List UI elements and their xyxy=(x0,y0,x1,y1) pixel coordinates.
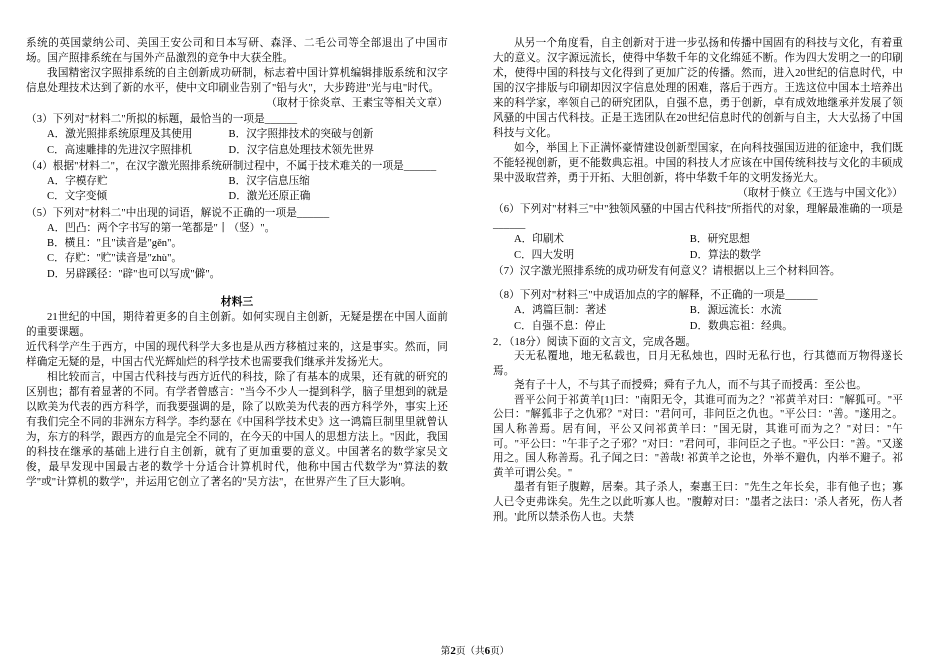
footer-middle: 页（共 xyxy=(455,646,485,657)
option-6-b[interactable]: B．研究思想 xyxy=(689,234,750,246)
paragraph-right-2: 如今，举国上下正满怀豪情建设创新型国家，在向科技强国迈进的征途中，我们既不能轻视创新，更不能数典忘祖。中国的科技人才应该在中国传统科技与文化的丰硕成果中汲取营养，勇于开拓、大胆创新，将中华数千年的文明发扬光大。 xyxy=(493,143,903,185)
question-6-options xyxy=(493,232,903,247)
source-attribution-right: （取材于倏立《王选与中国文化》） xyxy=(737,188,903,200)
question-6: （6）下列对"材料三"中"独领风骚的中国古代科技"所指代的对象，理解最准确的一项是______ xyxy=(493,204,903,231)
source-attribution-left: （取材于徐炎章、王素宝等相关文章） xyxy=(266,98,448,110)
right-column xyxy=(471,36,903,626)
option-5-a[interactable]: A．凹凸：两个字书写的第一笔都是"丨（竖）"。 xyxy=(47,222,276,234)
option-4-a[interactable]: A．字模存贮 xyxy=(47,175,108,187)
option-5-c[interactable]: C．存贮："贮"读音是"zhù"。 xyxy=(47,253,183,265)
classical-text-2: 尧有子十人，不与其子而授舜；舜有子九人，而不与其子而授禹：至公也。 xyxy=(514,380,867,392)
question-4-options xyxy=(26,174,448,189)
paragraph-m3-1: 21世纪的中国，期待着更多的自主创新。如何实现自主创新，无疑是摆在中国人面前的重要课题。 xyxy=(26,312,448,339)
option-4-d[interactable]: D．激光还原正确 xyxy=(228,191,311,203)
classical-text-3: 晋平公问于祁黄羊[1]曰："南阳无令，其谁可而为之？"祁黄羊对曰："解狐可。"平公曰："解狐非子之仇邪？"对曰："君问可，非问臣之仇也。"平公曰："善。"遂用之。国人称善焉。居有间，平公又问祁黄羊曰："国无尉，其谁可而为之？"对曰："午可。"平公曰："午非子之子邪？"对曰："君问可，非问臣之子也。"平公曰："善。"又遂用之。国人称善焉。孔子闻之曰："善哉! 祁黄羊之论也，外举不避仇，内举不避子。祁黄羊可谓公矣。" xyxy=(493,394,903,479)
option-8-b[interactable]: B．源远流长：水流 xyxy=(689,305,782,317)
question-3-options xyxy=(26,127,448,142)
question-4: （4）根据"材料二"，在汉字激光照排系统研制过程中，不属于技术难关的一项是______ xyxy=(26,160,437,172)
question-9-stem: 2．（18分）阅读下面的文言文，完成各题。 xyxy=(493,336,697,348)
option-6-a[interactable]: A．印刷术 xyxy=(514,234,565,246)
option-4-b[interactable]: B．汉字信息压缩 xyxy=(228,175,310,187)
paragraph-left-2: 我国精密汉字照排系统的自主创新成功研制，标志着中国计算机编辑排版系统和汉字信息处理技术达到了新的水平，使中文印刷业告别了"铅与火"，大步跨进"光与电"时代。 xyxy=(26,68,448,95)
paragraph-left-1: 系统的英国蒙纳公司、美国王安公司和日本写研、森泽、二毛公司等全部退出了中国市场。国产照排系统在与国外产品激烈的竞争中大获全胜。 xyxy=(26,38,448,65)
option-3-d[interactable]: D．汉字信息处理技术领先世界 xyxy=(228,144,374,156)
footer-total-pages: 6 xyxy=(484,645,491,657)
footer-prefix: 第 xyxy=(440,646,451,657)
footer-suffix: 页） xyxy=(490,646,510,657)
option-6-c[interactable]: C．四大发明 xyxy=(514,249,575,261)
question-8-options xyxy=(493,303,903,318)
column-divider xyxy=(464,36,465,626)
option-3-b[interactable]: B．汉字照排技术的突破与创新 xyxy=(228,129,374,141)
question-8-options-2 xyxy=(493,319,903,334)
option-8-a[interactable]: A．鸿篇巨制：著述 xyxy=(514,305,607,317)
left-column xyxy=(26,36,458,626)
paragraph-m3-3: 相比较而言，中国古代科技与西方近代的科技，除了有基本的成果，还有就的研究的区别也；都有着显著的不同。有学者曾感言："当今不少人一提到科学，脑子里想到的就是以欧美为代表的西方科学，而我要强调的是，除了以欧美为代表的西方科学外，事实上还有我们完全不同的非洲东方科学。李约瑟在《中国科学技术史》这一鸿篇巨制里里就曾认为，东方的科学，跟西方的血是完全不同的，在今天的中国人的思想方法上。"因此，我国的科技在继承的基础上进行自主创新，就有了更加重要的意义。中国著名的数学家吴文俊，最早发现中国最古老的数学十分适合计算机时代，他称中国古代数学为"算法的数学"或"计算机的数学"，并运用它创立了著名的"吴方法"，在世界产生了巨大影响。 xyxy=(26,372,448,489)
question-3-options-2 xyxy=(26,143,448,158)
option-5-b[interactable]: B．横且："且"读音是"gěn"。 xyxy=(47,238,183,250)
option-6-d[interactable]: D．算法的数学 xyxy=(689,249,762,261)
option-4-c[interactable]: C．文字变倾 xyxy=(47,191,108,203)
question-5: （5）下列对"材料二"中出现的词语，解说不正确的一项是______ xyxy=(26,207,330,219)
paragraph-right-1: 从另一个角度看，自主创新对于进一步弘扬和传播中国固有的科技与文化，有着重大的意义。汉字源远流长，使得中华数千年的文化绵延不断。作为四大发明之一的印刷术，使得中国的科技与文化得到了更加广泛的传播。然而，进入20世纪的信息时代，中国的汉字排版与印刷却因汉字信息处理的困难，落后于西方。王选这位中国本土培养出来的科学家，率领自己的研究团队，自强不息，勇于创新，卓有成效地继承并发展了领风骚的中国古代科技。正是王选团队在20世纪信息时代的创新与自主，大大弘扬了中国科技与文化。 xyxy=(493,38,903,140)
section-heading-material-three: 材料三 xyxy=(220,296,254,309)
classical-text-4: 墨者有钜子腹䵍，居秦。其子杀人，秦惠王曰："先生之年长矣，非有他子也；寡人已令吏弗诛矣。先生之以此听寡人也。"腹䵍对曰："墨者之法曰：'杀人者死，伤人者刑。'此所以禁杀伤人也。夫禁 xyxy=(493,482,903,523)
option-3-a[interactable]: A．激光照排系统原理及其使用 xyxy=(47,129,193,141)
paragraph-m3-2: 近代科学产生于西方，中国的现代科学大多也是从西方移植过来的，这是事实。然而，同样确定无疑的是，中国古代光辉灿烂的科学技术也需要我们继承并发扬光大。 xyxy=(26,342,448,369)
page-footer xyxy=(0,643,950,657)
option-3-c[interactable]: C．高速雕排的先进汉字照排机 xyxy=(47,144,192,156)
question-3: （3）下列对"材料二"所拟的标题，最恰当的一项是______ xyxy=(26,114,298,126)
question-6-options-2 xyxy=(493,248,903,263)
question-7: （7）汉字激光照排系统的成功研发有何意义？请根据以上三个材料回答。 xyxy=(493,266,841,278)
footer-page-number: 2 xyxy=(450,645,456,657)
question-4-options-2 xyxy=(26,189,448,204)
option-8-c[interactable]: C．自强不息：停止 xyxy=(514,320,606,332)
question-8: （8）下列对"材料三"中成语加点的字的解释，不正确的一项是______ xyxy=(493,290,818,302)
two-column-layout xyxy=(26,36,924,626)
classical-text-1: 天无私覆地，地无私载也，日月无私烛也，四时无私行也，行其德而万物得遂长焉。 xyxy=(493,350,903,377)
option-5-d[interactable]: D．另辟蹊径："辟"也可以写成"僻"。 xyxy=(47,268,221,280)
option-8-d[interactable]: D．数典忘祖：经典。 xyxy=(689,320,793,332)
